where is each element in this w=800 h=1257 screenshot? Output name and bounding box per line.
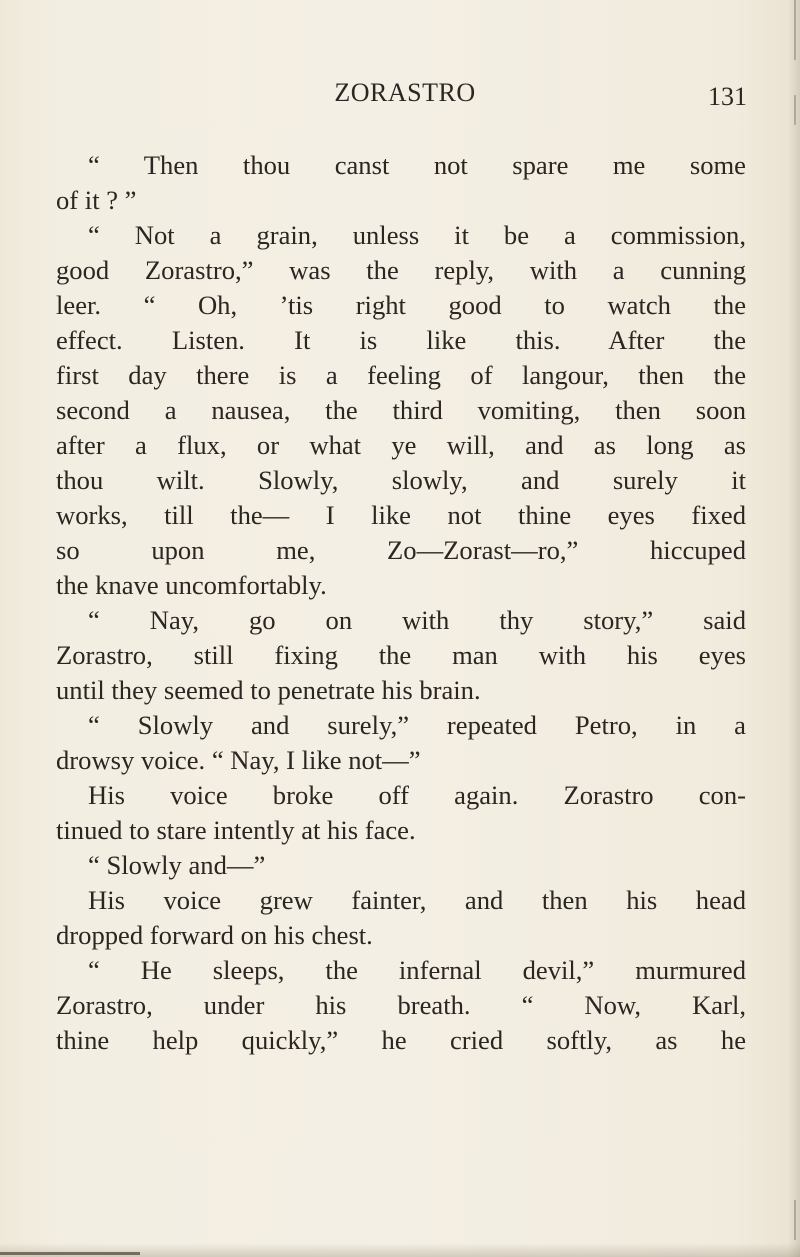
text-line: tinued to stare intently at his face. xyxy=(56,815,416,845)
edge-mark xyxy=(794,0,796,60)
page-edge xyxy=(788,0,800,1257)
text-line: of it ? ” xyxy=(56,185,137,215)
text-line: effect. Listen. It is like this. After the xyxy=(56,325,746,355)
text-line: His voice broke off again. Zorastro con- xyxy=(88,780,746,810)
text-line: “ Slowly and surely,” repeated Petro, in a xyxy=(88,710,746,740)
text-line: “ Then thou canst not spare me some xyxy=(88,150,746,180)
text-line: Zorastro, still fixing the man with his eyes xyxy=(56,640,746,670)
text-line: second a nausea, the third vomiting, then soon xyxy=(56,395,746,425)
running-head: ZORASTRO xyxy=(334,78,476,107)
text-line: so upon me, Zo—Zorast—ro,” hiccuped xyxy=(56,535,746,565)
edge-mark xyxy=(794,1200,796,1240)
text-line: first day there is a feeling of langour, then the xyxy=(56,360,746,390)
text-line: works, till the— I like not thine eyes fixed xyxy=(56,500,746,530)
text-line: dropped forward on his chest. xyxy=(56,920,373,950)
text-line: drowsy voice. “ Nay, I like not—” xyxy=(56,745,421,775)
page-number: 131 xyxy=(708,82,747,111)
bottom-edge-mark xyxy=(0,1252,140,1255)
text-line: until they seemed to penetrate his brain. xyxy=(56,675,481,705)
edge-mark xyxy=(794,95,796,125)
body-text xyxy=(56,148,746,1058)
text-line: thou wilt. Slowly, slowly, and surely it xyxy=(56,465,746,495)
text-line: “ Not a grain, unless it be a commission, xyxy=(88,220,746,250)
text-line: leer. “ Oh, ’tis right good to watch the xyxy=(56,290,746,320)
text-line: “ He sleeps, the infernal devil,” murmured xyxy=(88,955,746,985)
text-line: “ Nay, go on with thy story,” said xyxy=(88,605,746,635)
text-line: good Zorastro,” was the reply, with a cunning xyxy=(56,255,746,285)
text-line: His voice grew fainter, and then his head xyxy=(88,885,746,915)
text-line: Zorastro, under his breath. “ Now, Karl, xyxy=(56,990,746,1020)
text-line: “ Slowly and—” xyxy=(88,850,266,880)
text-line: after a flux, or what ye will, and as long as xyxy=(56,430,746,460)
text-line: the knave uncomfortably. xyxy=(56,570,327,600)
text-line: thine help quickly,” he cried softly, as he xyxy=(56,1025,746,1055)
